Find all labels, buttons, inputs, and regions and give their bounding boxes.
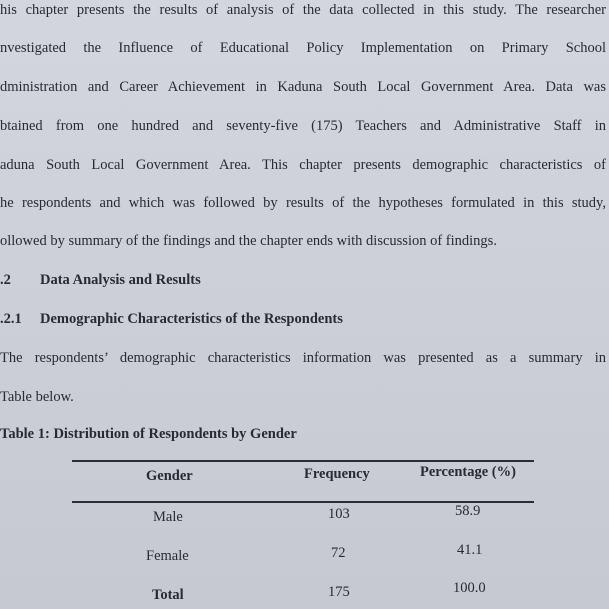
section-number: .2 [0,272,11,288]
table-header-gender: Gender [146,468,193,484]
table-cell-frequency: 103 [328,506,350,522]
body-text-line: The respondents’ demographic characteristics information was presented as a summary in [0,350,606,366]
section-title: Data Analysis and Results [40,272,201,288]
table-cell-gender-total: Total [152,587,184,603]
section-heading [0,272,201,289]
table-top-rule [72,460,534,462]
subsection-number: .2.1 [0,311,22,327]
body-text-line: btained from one hundred and seventy-five (175) Teachers and Administrative Staff in [0,118,606,134]
body-text-line: Table below. [0,389,74,405]
table-cell-percentage-total: 100.0 [453,580,486,596]
body-text-line: nvestigated the Influence of Educational Policy Implementation on Primary School [0,40,606,56]
table-cell-gender: Male [153,509,183,525]
table-cell-gender: Female [146,548,189,564]
table-header-frequency: Frequency [304,466,370,482]
table-cell-percentage: 41.1 [457,542,483,558]
body-text-line: his chapter presents the results of analysis of the data collected in this study. The researcher [0,2,606,18]
subsection-heading [0,311,343,328]
table-title: Table 1: Distribution of Respondents by Gender [0,426,297,442]
body-text-line: ollowed by summary of the findings and the chapter ends with discussion of findings. [0,233,497,249]
subsection-title: Demographic Characteristics of the Respondents [40,311,343,327]
table-cell-frequency-total: 175 [328,584,350,600]
table-header-percentage: Percentage (%) [420,464,516,480]
body-text-line: dministration and Career Achievement in Kaduna South Local Government Area. Data was [0,79,606,95]
table-cell-percentage: 58.9 [455,503,481,519]
body-text-line: aduna South Local Government Area. This chapter presents demographic characteristics of [0,157,606,173]
table-cell-frequency: 72 [331,545,346,561]
body-text-line: he respondents and which was followed by results of the hypotheses formulated in this study, [0,195,606,211]
